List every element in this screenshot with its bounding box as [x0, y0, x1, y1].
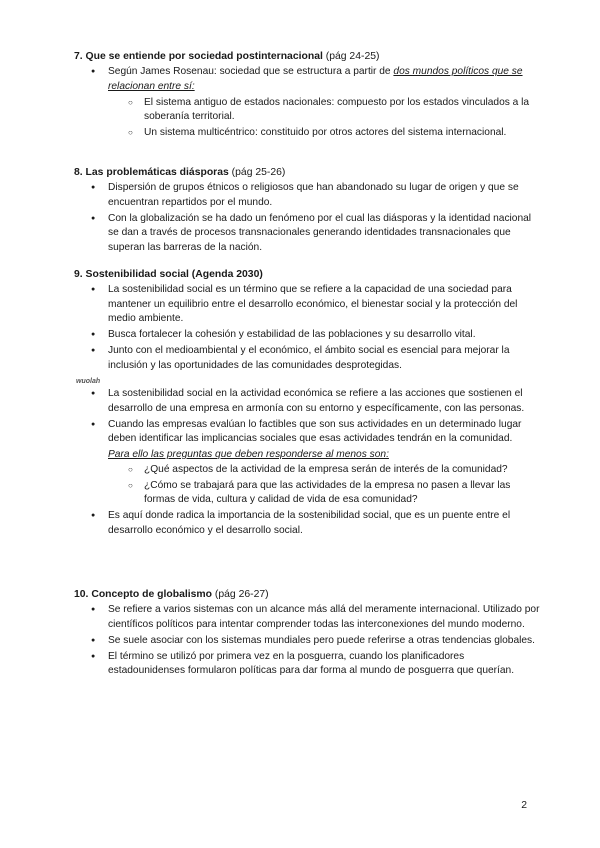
list-item: ● El término se utilizó por primera vez en la posguerra, cuando los planificadores estadounidenses formularon políticas para dar forma al mundo de posguerra que querían. — [74, 650, 544, 679]
section-7-heading — [74, 50, 544, 64]
list-item: ● Junto con el medioambiental y el económico, el ámbito social es esencial para mejorar la inclusión y las oportunidades de las comunidades desprotegidas. — [74, 344, 544, 373]
list-item: ● Busca fortalecer la cohesión y estabilidad de las poblaciones y su desarrollo vital. — [74, 328, 544, 343]
section-8-ref: (pág 25-26) — [231, 167, 286, 178]
questions-intro: Para ello las preguntas que deben responderse al menos son: — [108, 449, 389, 460]
sub-list-item: ○ El sistema antiguo de estados nacionales: compuesto por los estados vinculados a la soberanía territorial. — [74, 96, 544, 125]
definition-text: : sociedad que se estructura a partir de — [213, 66, 394, 77]
list-item: ● Cuando las empresas evalúan lo factibles que son sus actividades en un determinado lugar deben identificar las implicancias sociales que esas actividades tendrán en la comunidad. — [74, 418, 544, 447]
sub-list-item: ○ Un sistema multicéntrico: constituido por otros actores del sistema internacional. — [74, 126, 544, 141]
watermark-logo: wuolah — [76, 378, 101, 385]
sub-list-item: ○ ¿Qué aspectos de la actividad de la empresa serán de interés de la comunidad? — [74, 463, 544, 478]
sub-list-item: ○ ¿Cómo se trabajará para que las actividades de la empresa no pasen a llevar las formas de vida, cultura y calidad de vida de esa comunidad? — [74, 479, 544, 508]
section-10 — [74, 588, 544, 680]
list-item: ● Con la globalización se ha dado un fenómeno por el cual las diásporas y la identidad nacional se dan a través de procesos transnacionales generando identidades transnacionales que superan las barreras de la nación. — [74, 212, 544, 256]
section-7 — [74, 50, 544, 142]
list-item: ● Dispersión de grupos étnicos o religiosos que han abandonado su lugar de origen y que se encuentran repartidos por el mundo. — [74, 181, 544, 210]
section-7-title: 7. Que se entiende por sociedad postinternacional — [74, 51, 323, 62]
section-10-title: 10. Concepto de globalismo — [74, 589, 212, 600]
section-7-ref: (pág 24-25) — [325, 51, 380, 62]
section-9 — [74, 268, 544, 540]
section-10-ref: (pág 26-27) — [214, 589, 269, 600]
list-item: ● Se refiere a varios sistemas con un alcance más allá del meramente internacional. Utilizado por científicos políticos para intentar comprender todas las interconexiones del mundo moderno. — [74, 603, 544, 632]
section-8-heading — [74, 166, 544, 180]
list-item: ● Se suele asociar con los sistemas mundiales pero puede referirse a otras tendencias globales. — [74, 634, 544, 649]
page-number: 2 — [521, 800, 527, 811]
emphasis-text: dos mundos políticos que se relacionan entre sí: — [108, 66, 523, 92]
list-item: ● La sostenibilidad social en la actividad económica se refiere a las acciones que sostienen el desarrollo de una empresa en armonía con su entorno y específicamente, con las personas. — [74, 387, 544, 416]
section-8-title: 8. Las problemáticas diásporas — [74, 167, 229, 178]
list-item: ● La sostenibilidad social es un término que se refiere a la capacidad de una sociedad para mantener un equilibrio entre el desarrollo económico, el bienestar social y la protección del medio ambiente. — [74, 283, 544, 327]
list-item — [74, 65, 544, 94]
section-9-heading — [74, 268, 544, 282]
section-9-title: 9. Sostenibilidad social (Agenda 2030) — [74, 269, 263, 280]
list-item: ● Es aquí donde radica la importancia de la sostenibilidad social, que es un puente entre el desarrollo económico y el desarrollo social. — [74, 509, 544, 538]
author-name: Según James Rosenau — [108, 66, 214, 77]
section-10-heading — [74, 588, 544, 602]
section-8 — [74, 166, 544, 257]
